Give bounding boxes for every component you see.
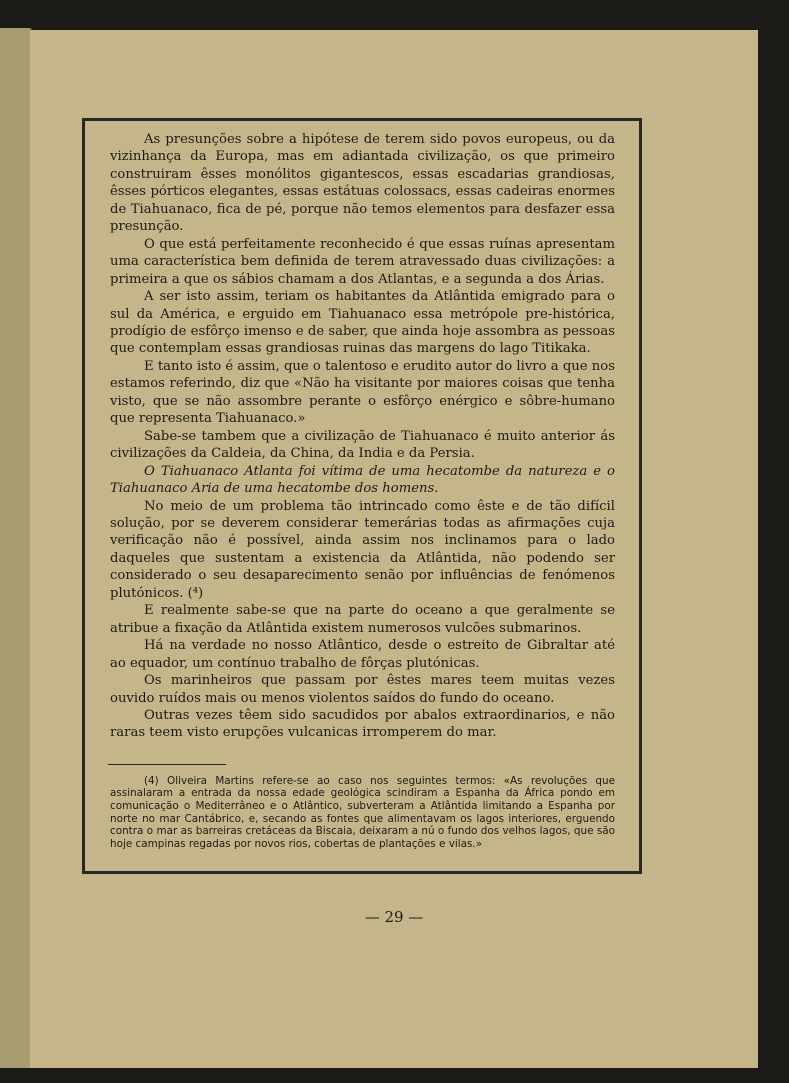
paragraph-4: E tanto isto é assim, que o talentoso e erudito autor do livro a que nos estamos referindo, diz que «Não ha visitante por maiores coisas que tenha visto, que se não assombre perante o esfôrço enérgico e sôbre-humano que representa Tiahuanaco.» bbox=[110, 358, 615, 427]
paragraph-8: E realmente sabe-se que na parte do oceano a que geralmente se atribue a fixação da Atlântida existem numerosos vulcões submarinos. bbox=[110, 603, 615, 636]
paragraph-2: O que está perfeitamente reconhecido é que essas ruínas apresentam uma característica bem definida de terem atravessado duas civilizações: a primeira a que os sábios chamam a dos Atlantas, e a segunda a dos Árias. bbox=[110, 236, 615, 287]
footnote bbox=[110, 775, 615, 851]
body-text bbox=[110, 131, 615, 742]
paragraph-6-italic: O Tiahuanaco Atlanta foi vítima de uma hecatombe da natureza e o Tiahuanaco Aria de uma hecatombe dos homens. bbox=[110, 463, 615, 497]
paragraph-1: As presunções sobre a hipótese de terem sido povos europeus, ou da vizinhança da Europa, mas em adiantada civilização, os que primeiro construiram êsses monólitos gigantescos, essas escadarias grandiosas, êsses pórticos elegantes, essas estátuas colossacs, essas cadeiras enormes de Tiahuanaco, fica de pé, porque não temos elementos para desfazer essa presunção. bbox=[110, 132, 615, 235]
footnote-text: (4) Oliveira Martins refere-se ao caso nos seguintes termos: «As revoluções que assinalaram a entrada da nossa edade geológica scindiram a Espanha da África pondo em comunicação o Mediterrâneo e o Atlântico, subverteram a Atlântida limitando a Espanha por norte no mar Cantábrico, e, secando as fontes que alimentavam os lagos interiores, erguendo contra o mar as barreiras cretáceas da Biscaia, deixaram a nú o fundo dos velhos lagos, que são hoje campinas regadas por novos rios, cobertas de plantações e vilas.» bbox=[110, 774, 615, 850]
facing-page-edge bbox=[0, 28, 32, 1068]
paragraph-3: A ser isto assim, teriam os habitantes da Atlântida emigrado para o sul da América, e erguido em Tiahuanaco essa metrópole pre-histórica, prodígio de esfôrço imenso e de saber, que ainda hoje assombra as pessoas que contemplam essas grandiosas ruinas das margens do lago Titikaka. bbox=[110, 289, 615, 357]
paragraph-10: Os marinheiros que passam por êstes mares teem muitas vezes ouvido ruídos mais ou menos violentos saídos do fundo do oceano. bbox=[110, 673, 615, 706]
paragraph-11: Outras vezes têem sido sacudidos por abalos extraordinarios, e não raras teem visto erupções vulcanicas irromperem do mar. bbox=[110, 707, 615, 741]
paragraph-7: No meio de um problema tão intrincado como êste e de tão difícil solução, por se deverem considerar temerárias todas as afirmações cuja verificação não é possível, ainda assim nos inclinamos para o lado daqueles que sustentam a existencia da Atlântida, não podendo ser considerado o seu desaparecimento senão por influências de fenómenos plutónicos. (⁴) bbox=[110, 498, 615, 601]
footnote-divider bbox=[108, 764, 226, 765]
text-frame bbox=[82, 118, 642, 874]
book-page bbox=[30, 30, 758, 1068]
page-number: — 29 — bbox=[364, 908, 424, 926]
paragraph-5: Sabe-se tambem que a civilização de Tiahuanaco é muito anterior ás civilizações da Caldeia, da China, da India e da Persia. bbox=[110, 428, 615, 462]
paragraph-9: Há na verdade no nosso Atlântico, desde o estreito de Gibraltar até ao equador, um contínuo trabalho de fôrças plutónicas. bbox=[110, 638, 615, 671]
